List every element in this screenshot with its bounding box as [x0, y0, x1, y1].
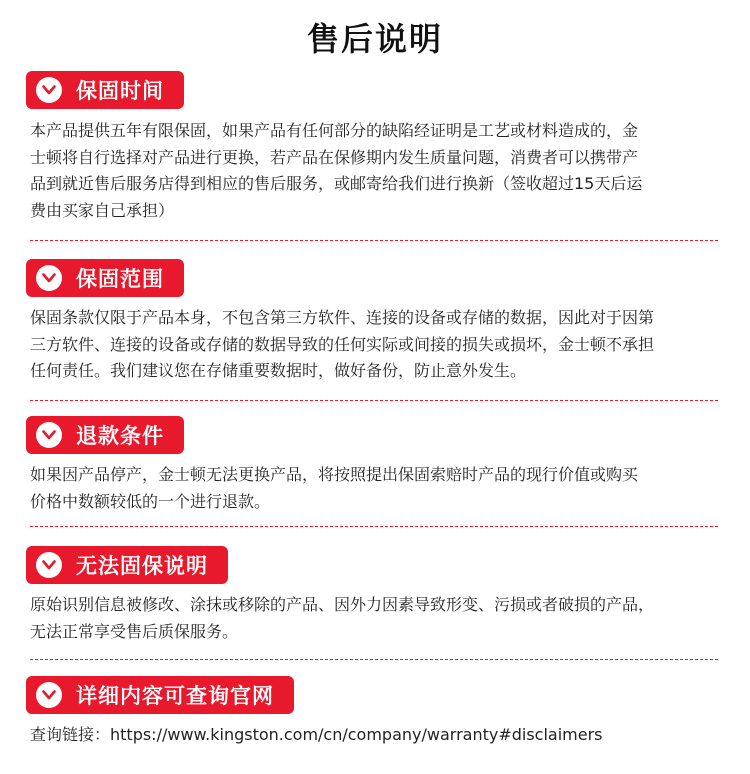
body-line: 本产品提供五年有限保固，如果产品有任何部分的缺陷经证明是工艺或材料造成的，金	[30, 121, 639, 140]
chevron-down-circle-icon	[36, 265, 62, 291]
warranty-link[interactable]: 查询链接：https://www.kingston.com/cn/company/warranty#disclaimers	[30, 725, 603, 744]
section-heading-label: 退款条件	[76, 424, 164, 448]
section-body-warranty-period	[30, 118, 730, 224]
section-body-no-warranty	[30, 592, 730, 645]
chevron-down-circle-icon	[36, 77, 62, 103]
section-body-official-site	[30, 722, 730, 749]
section-heading-official-site	[26, 676, 294, 714]
chevron-down-circle-icon	[36, 422, 62, 448]
section-heading-label: 保固时间	[76, 79, 164, 103]
section-divider	[30, 240, 718, 241]
body-line: 任何责任。我们建议您在存储重要数据时，做好备份，防止意外发生。	[30, 361, 527, 380]
body-line: 如果因产品停产，金士顿无法更换产品，将按照提出保固索赔时产品的现行价值或购买	[30, 465, 639, 484]
chevron-down-circle-icon	[36, 552, 62, 578]
section-heading-label: 无法固保说明	[76, 554, 208, 578]
body-line: 三方软件、连接的设备或存储的数据导致的任何实际或间接的损失或损坏，金士顿不承担	[30, 334, 655, 354]
section-heading-warranty-period	[26, 71, 184, 109]
body-line: 保固条款仅限于产品本身，不包含第三方软件、连接的设备或存储的数据，因此对于因第	[30, 308, 655, 327]
section-heading-label: 保固范围	[76, 267, 164, 291]
body-line: 费由买家自己承担）	[30, 200, 175, 220]
body-line: 原始识别信息被修改、涂抹或移除的产品、因外力因素导致形变、污损或者破损的产品，	[30, 595, 655, 614]
section-heading-warranty-scope	[26, 259, 184, 297]
section-heading-no-warranty	[26, 546, 228, 584]
section-divider	[30, 526, 718, 527]
body-line: 士顿将自行选择对产品进行更换，若产品在保修期内发生质量问题，消费者可以携带产	[30, 147, 639, 167]
page-title: 售后说明	[306, 20, 443, 58]
body-line: 无法正常享受售后质保服务。	[30, 621, 239, 641]
section-heading-label: 详细内容可查询官网	[76, 684, 274, 708]
section-body-refund-conditions	[30, 462, 730, 515]
section-body-warranty-scope	[30, 305, 730, 385]
section-heading-refund-conditions	[26, 416, 184, 454]
section-divider	[30, 400, 718, 401]
body-line: 价格中数额较低的一个进行退款。	[30, 491, 271, 511]
body-line: 品到就近售后服务店得到相应的售后服务，或邮寄给我们进行换新（签收超过15天后运	[30, 174, 643, 193]
section-divider	[30, 659, 718, 660]
chevron-down-circle-icon	[36, 682, 62, 708]
